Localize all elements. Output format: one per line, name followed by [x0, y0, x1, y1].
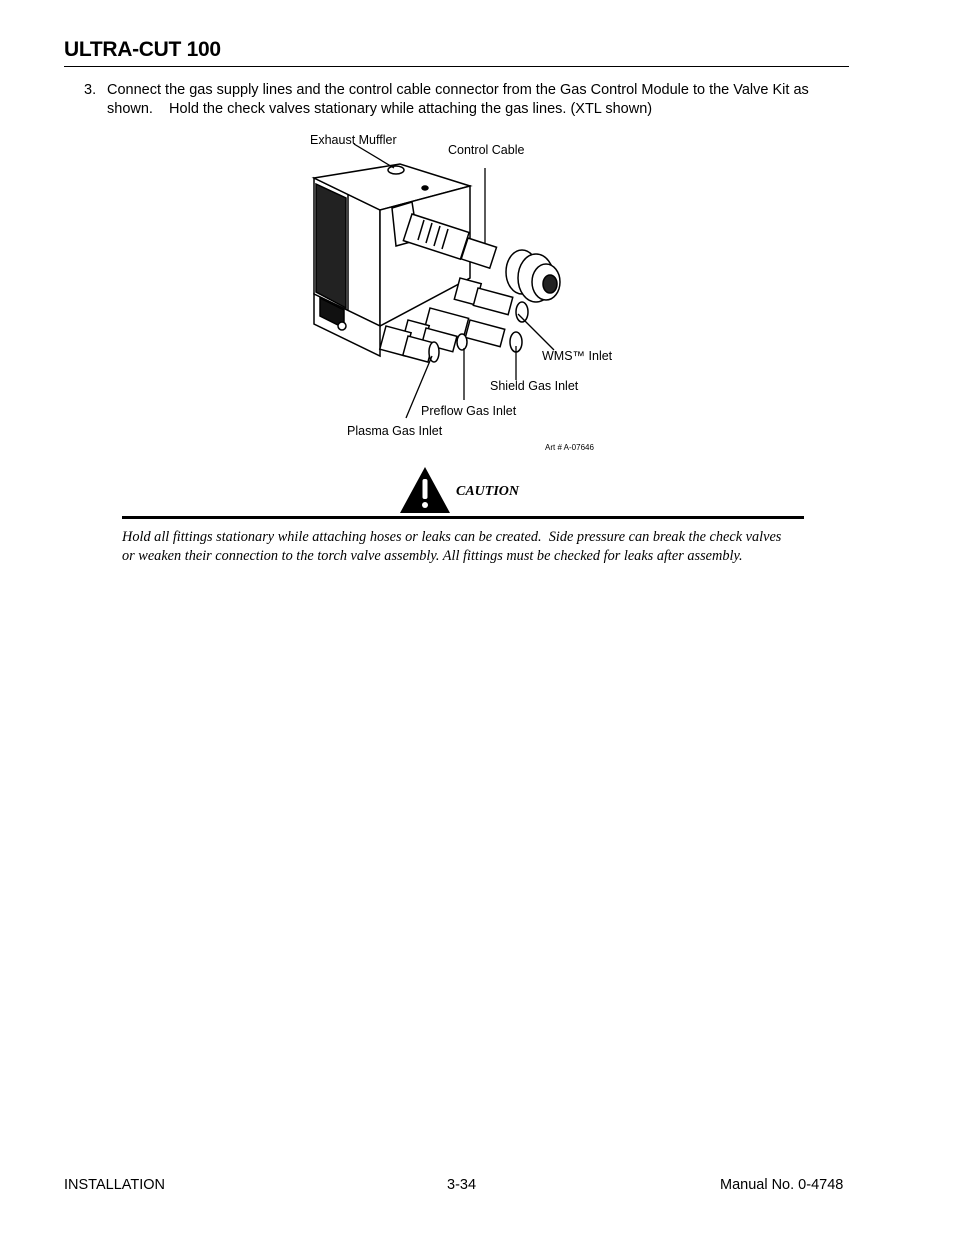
- footer-section: INSTALLATION: [64, 1177, 165, 1193]
- caution-label: CAUTION: [456, 484, 520, 499]
- caution-text: [122, 528, 822, 566]
- warning-triangle-icon: [398, 465, 452, 515]
- caution-divider: [122, 516, 804, 519]
- label-control-cable: Control Cable: [448, 143, 525, 157]
- caution-text-line-2: or weaken their connection to the torch valve assembly. All fittings must be checked for leaks after assembly.: [122, 548, 743, 564]
- step-text: [107, 81, 852, 119]
- header-divider: [64, 66, 849, 67]
- step-text-line-1: Connect the gas supply lines and the control cable connector from the Gas Control Module to the Valve Kit as: [107, 82, 809, 98]
- label-preflow-gas-inlet: Preflow Gas Inlet: [421, 404, 517, 418]
- label-shield-gas-inlet: Shield Gas Inlet: [490, 379, 579, 393]
- label-wms-inlet: WMS™ Inlet: [542, 349, 613, 363]
- label-exhaust-muffler: Exhaust Muffler: [310, 133, 397, 147]
- step-number: 3.: [84, 82, 97, 98]
- caution-text-line-1: Hold all fittings stationary while attaching hoses or leaks can be created. Side pressure can break the check valves: [122, 529, 782, 545]
- label-plasma-gas-inlet: Plasma Gas Inlet: [347, 424, 443, 438]
- art-number: Art # A-07646: [545, 443, 594, 452]
- step-text-line-2: shown. Hold the check valves stationary while attaching the gas lines. (XTL shown): [107, 101, 653, 117]
- page-header-title: ULTRA-CUT 100: [64, 38, 221, 61]
- valve-kit-illustration: [300, 128, 640, 458]
- footer-page-number: 3-34: [447, 1177, 477, 1193]
- footer-manual-number: Manual No. 0-4748: [720, 1177, 844, 1193]
